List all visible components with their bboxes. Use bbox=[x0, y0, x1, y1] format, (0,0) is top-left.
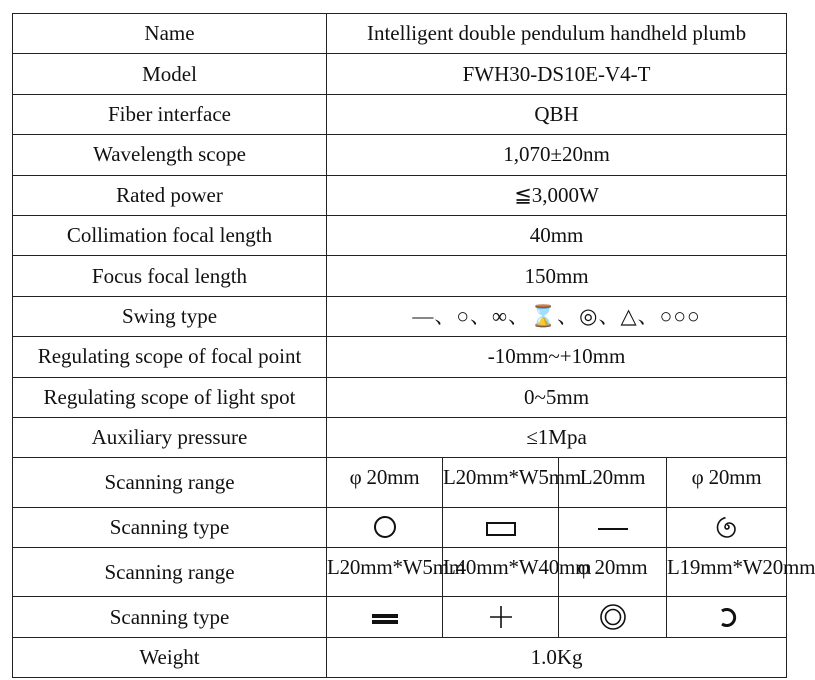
scan-range-cell: L20mm*W5mm bbox=[327, 548, 443, 597]
scan-type-cell bbox=[443, 597, 559, 637]
row-label: Fiber interface bbox=[13, 94, 327, 134]
line-icon bbox=[596, 524, 630, 534]
scan-type-cell bbox=[327, 597, 443, 637]
row-label: Scanning type bbox=[13, 507, 327, 547]
row-value: FWH30-DS10E-V4-T bbox=[327, 54, 787, 94]
circle-icon bbox=[372, 514, 398, 540]
row-value: QBH bbox=[327, 94, 787, 134]
row-label: Auxiliary pressure bbox=[13, 417, 327, 457]
scan-type-cell bbox=[559, 507, 667, 547]
row-value: 150mm bbox=[327, 256, 787, 296]
scan-type-cell bbox=[443, 507, 559, 547]
scan-type-cell bbox=[327, 507, 443, 547]
table-row bbox=[13, 597, 787, 637]
scan-range-cell: φ 20mm bbox=[327, 458, 443, 507]
table-row bbox=[13, 256, 787, 296]
table-row bbox=[13, 337, 787, 377]
row-label: Regulating scope of light spot bbox=[13, 377, 327, 417]
table-row bbox=[13, 215, 787, 255]
table-row bbox=[13, 14, 787, 54]
scan-range-cell: φ 20mm bbox=[667, 458, 787, 507]
row-value: ≤1Mpa bbox=[327, 417, 787, 457]
concentric-circle-icon bbox=[598, 602, 628, 632]
row-value: 40mm bbox=[327, 215, 787, 255]
row-label: Scanning range bbox=[13, 548, 327, 597]
table-row bbox=[13, 377, 787, 417]
scan-type-cell bbox=[559, 597, 667, 637]
cross-icon bbox=[487, 603, 515, 631]
row-label: Regulating scope of focal point bbox=[13, 337, 327, 377]
table-row bbox=[13, 135, 787, 175]
row-label: Model bbox=[13, 54, 327, 94]
table-row bbox=[13, 548, 787, 597]
row-value: 1,070±20nm bbox=[327, 135, 787, 175]
row-label: Focus focal length bbox=[13, 256, 327, 296]
table-row bbox=[13, 94, 787, 134]
row-value: 1.0Kg bbox=[327, 637, 787, 677]
row-label: Swing type bbox=[13, 296, 327, 336]
row-label: Rated power bbox=[13, 175, 327, 215]
scan-range-cell: L20mm*W5mm bbox=[443, 458, 559, 507]
rectangle-icon bbox=[485, 520, 517, 538]
open-ring-icon bbox=[716, 605, 738, 629]
row-label: Scanning type bbox=[13, 597, 327, 637]
table-row bbox=[13, 417, 787, 457]
row-value: 0~5mm bbox=[327, 377, 787, 417]
spec-table bbox=[12, 13, 815, 678]
table-row bbox=[13, 507, 787, 547]
double-line-icon bbox=[370, 611, 400, 627]
table-row bbox=[13, 175, 787, 215]
row-label: Weight bbox=[13, 637, 327, 677]
scan-range-cell: φ 20mm bbox=[559, 548, 667, 597]
row-value: Intelligent double pendulum handheld plumb bbox=[327, 14, 787, 54]
scan-range-cell: L40mm*W40mm bbox=[443, 548, 559, 597]
swing-type-value: —、○、∞、⌛、◎、△、○○○ bbox=[327, 296, 787, 336]
scan-range-cell: L20mm bbox=[559, 458, 667, 507]
scan-range-cell: L19mm*W20mm bbox=[667, 548, 787, 597]
scan-type-cell bbox=[667, 597, 787, 637]
row-label: Name bbox=[13, 14, 327, 54]
row-label: Wavelength scope bbox=[13, 135, 327, 175]
table-row bbox=[13, 296, 787, 336]
row-value: ≦3,000W bbox=[327, 175, 787, 215]
table-row bbox=[13, 458, 787, 507]
scan-type-cell bbox=[667, 507, 787, 547]
table-row bbox=[13, 54, 787, 94]
row-label: Scanning range bbox=[13, 458, 327, 507]
row-label: Collimation focal length bbox=[13, 215, 327, 255]
spiral-icon bbox=[714, 514, 740, 540]
row-value: -10mm~+10mm bbox=[327, 337, 787, 377]
table-row bbox=[13, 637, 787, 677]
